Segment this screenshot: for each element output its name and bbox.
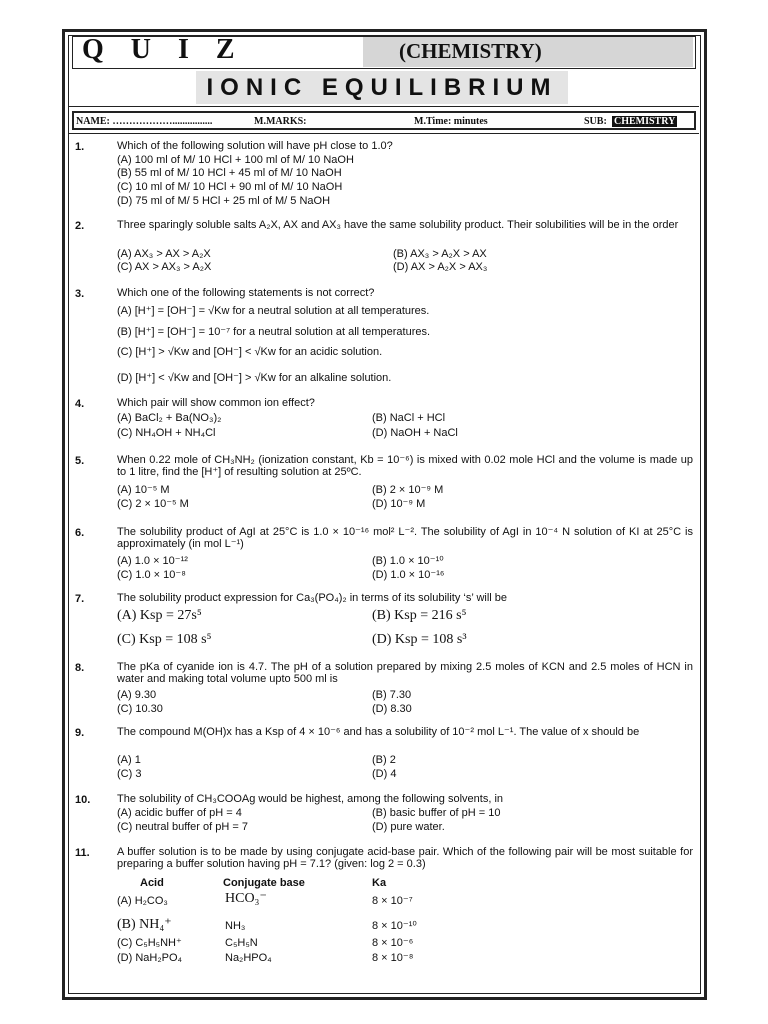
question-text: Which one of the following statements is not correct? [117, 287, 375, 299]
option: (C) neutral buffer of pH = 7 [117, 821, 248, 833]
question-number: 10. [75, 794, 91, 806]
option: (D) 75 ml of M/ 5 HCl + 25 ml of M/ 5 NaOH [117, 195, 331, 207]
option: (D) Ksp = 108 s³ [372, 632, 467, 647]
time-field: M.Time: minutes [414, 116, 488, 127]
option: (B) Ksp = 216 s⁵ [372, 608, 467, 623]
question-text: The compound M(OH)x has a Ksp of 4 × 10⁻⁶ and has a solubility of 10⁻² mol L⁻¹. The value of x should be [117, 726, 640, 738]
table-cell: C₅H₅N [225, 937, 258, 949]
table-cell: 8 × 10⁻⁷ [372, 895, 413, 907]
option: (B) AX₃ > A₂X > AX [393, 248, 487, 260]
table-cell: HCO₃⁻ [225, 891, 267, 906]
option: (D) 4 [372, 768, 397, 780]
table-cell: Na₂HPO₄ [225, 952, 272, 964]
table-cell: (B) NH₄⁺ [117, 917, 172, 932]
option: (B) NaCl + HCl [372, 412, 446, 424]
option: (C) 3 [117, 768, 142, 780]
option: (A) acidic buffer of pH = 4 [117, 807, 242, 819]
option: (D) 1.0 × 10⁻¹⁶ [372, 569, 445, 581]
table-cell: 8 × 10⁻¹⁰ [372, 920, 417, 932]
question-text: When 0.22 mole of CH₃NH₂ (ionization constant, Kb = 10⁻⁶) is mixed with 0.02 mole HCl and the volume is made up to 1 litre, find the [H⁺] of resulting solution at 25ºC. [117, 454, 693, 478]
question-number: 3. [75, 288, 85, 300]
question-number: 5. [75, 455, 85, 467]
option: (A) 100 ml of M/ 10 HCl + 100 ml of M/ 10 NaOH [117, 154, 354, 166]
option: (D) 8.30 [372, 703, 412, 715]
option: (C) 1.0 × 10⁻⁸ [117, 569, 186, 581]
quiz-label: Q U I Z [82, 34, 245, 65]
sub-value: CHEMISTRY [614, 116, 676, 127]
question-number: 4. [75, 398, 85, 410]
question-number: 2. [75, 220, 85, 232]
question-number: 11. [75, 847, 90, 859]
table-cell: (D) NaH₂PO₄ [117, 952, 182, 964]
option: (A) 10⁻⁵ M [117, 484, 170, 496]
question-text: A buffer solution is to be made by using conjugate acid-base pair. Which of the following pair will be most suitable for preparing a buffer solution having pH = 7.1? (given: log 2 = 0.3) [117, 846, 693, 870]
table-cell: (C) C₅H₅NH⁺ [117, 937, 182, 949]
table-cell: 8 × 10⁻⁸ [372, 952, 414, 964]
table-header-acid: Acid [140, 877, 164, 889]
table-header-base: Conjugate base [223, 877, 305, 889]
option: (B) 1.0 × 10⁻¹⁰ [372, 555, 444, 567]
option: (B) 2 [372, 754, 396, 766]
table-cell: NH₃ [225, 920, 246, 932]
question-text: The pKa of cyanide ion is 4.7. The pH of a solution prepared by mixing 2.5 moles of KCN and 2.5 moles of HCN in water and making total volume upto 500 ml is [117, 661, 693, 685]
option: (B) 2 × 10⁻⁹ M [372, 484, 444, 496]
option: (A) [H⁺] = [OH⁻] = √Kw for a neutral solution at all temperatures. [117, 305, 430, 317]
option: (C) Ksp = 108 s⁵ [117, 632, 212, 647]
option: (D) AX > A₂X > AX₃ [393, 261, 488, 273]
question-text: Which of the following solution will have pH close to 1.0? [117, 140, 393, 152]
question-text: Three sparingly soluble salts A₂X, AX and AX₃ have the same solubility product. Their solubilities will be in the order [117, 219, 679, 231]
divider [69, 133, 699, 134]
table-cell: 8 × 10⁻⁶ [372, 937, 414, 949]
question-number: 6. [75, 527, 85, 539]
name-field: NAME: ………………................ [76, 116, 213, 127]
table-header-ka: Ka [372, 877, 387, 889]
option: (A) 9.30 [117, 689, 157, 701]
topic-title: IONIC EQUILIBRIUM [196, 71, 568, 104]
question-text: The solubility of CH₃COOAg would be highest, among the following solvents, in [117, 793, 504, 805]
marks-field: M.MARKS: [254, 116, 307, 127]
divider [69, 106, 699, 107]
option: (A) 1 [117, 754, 141, 766]
option: (D) [H⁺] < √Kw and [OH⁻] > √Kw for an alkaline solution. [117, 372, 392, 384]
option: (B) 55 ml of M/ 10 HCl + 45 ml of M/ 10 NaOH [117, 167, 342, 179]
subject-banner [363, 37, 693, 67]
question-text: The solubility product of AgI at 25°C is 1.0 × 10⁻¹⁶ mol² L⁻². The solubility of AgI in 10⁻⁴ N solution of KI at 25°C is approximately (in mol L⁻¹) [117, 526, 693, 550]
subject-banner-text: (CHEMISTRY) [399, 39, 542, 63]
question-number: 7. [75, 593, 85, 605]
question-number: 9. [75, 727, 85, 739]
table-cell: (A) H₂CO₃ [117, 895, 168, 907]
option: (A) Ksp = 27s⁵ [117, 608, 202, 623]
option: (B) basic buffer of pH = 10 [372, 807, 501, 819]
option: (C) AX > AX₃ > A₂X [117, 261, 212, 273]
option: (C) 2 × 10⁻⁵ M [117, 498, 189, 510]
option: (C) 10 ml of M/ 10 HCl + 90 ml of M/ 10 NaOH [117, 181, 343, 193]
question-number: 1. [75, 141, 85, 153]
option: (C) 10.30 [117, 703, 163, 715]
option: (D) 10⁻⁹ M [372, 498, 426, 510]
option: (A) AX₃ > AX > A₂X [117, 248, 211, 260]
option: (D) pure water. [372, 821, 445, 833]
option: (B) 7.30 [372, 689, 412, 701]
option: (C) NH₄OH + NH₄Cl [117, 427, 216, 439]
info-bar [72, 111, 696, 130]
sub-label: SUB: [584, 116, 607, 127]
question-text: Which pair will show common ion effect? [117, 397, 315, 409]
question-text: The solubility product expression for Ca₃(PO₄)₂ in terms of its solubility ‘s’ will be [117, 592, 508, 604]
question-number: 8. [75, 662, 85, 674]
option: (D) NaOH + NaCl [372, 427, 458, 439]
option: (C) [H⁺] > √Kw and [OH⁻] < √Kw for an acidic solution. [117, 346, 383, 358]
option: (A) BaCl₂ + Ba(NO₃)₂ [117, 412, 222, 424]
option: (A) 1.0 × 10⁻¹² [117, 555, 188, 567]
option: (B) [H⁺] = [OH⁻] = 10⁻⁷ for a neutral solution at all temperatures. [117, 326, 431, 338]
